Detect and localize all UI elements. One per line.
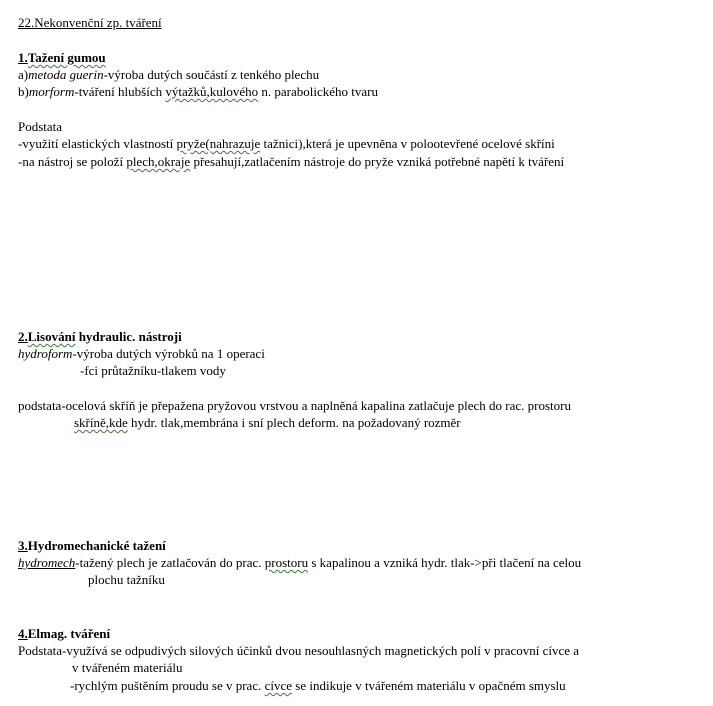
section-4-line-3-a: -rychlým puštěním proudu se v prac. [70, 678, 265, 693]
section-2-podstata-line-1: podstata-ocelová skříň je přepažena pryžovou vrstvou a naplněná kapalina zatlačuje plech do rac. prostoru [18, 398, 571, 413]
section-2-podstata-rest: hydr. tlak,membrána i sní plech deform. na požadovaný rozměr [127, 415, 461, 430]
section-4-line-3-b: se indikuje v tvářeném materiálu v opačném smyslu [292, 678, 566, 693]
podstata-1-squiggle: pryže(nahrazuje [176, 136, 261, 151]
item-b-text-a: -tváření hlubších [74, 84, 166, 99]
podstata-2-a: -na nástroj se položí [18, 154, 127, 169]
hydromech-term: hydromech [18, 555, 76, 570]
section-1-podstata-label: Podstata [18, 119, 63, 134]
hydroform-term: hydroform [18, 346, 73, 361]
section-2-podstata-squiggle: skříně,kde [74, 415, 128, 430]
section-4-heading [18, 625, 110, 642]
hydromech-text-a: -tažený plech je zatlačován do prac. [75, 555, 265, 570]
section-2-title-squiggle: Lisování [27, 329, 76, 344]
podstata-1-b: tažnici),která je upevněna v polootevřené ocelové skříni [260, 136, 555, 151]
podstata-2-squiggle: plech,okraje [126, 154, 191, 169]
section-2-hydroform-line [18, 345, 265, 362]
item-a-term: metoda guerin [28, 67, 104, 82]
section-4-line-1: Podstata-využívá se odpudivých silových účinků dvou nesouhlasných magnetických polí v pracovní cívce a [18, 643, 580, 658]
section-1-podstata-line-2 [18, 153, 564, 170]
section-4-line-3 [70, 677, 566, 694]
hydromech-text-b: s kapalinou a vzniká hydr. tlak->při tlačení na celou [308, 555, 582, 570]
section-1-number: 1. [18, 50, 28, 65]
section-1-heading [18, 49, 106, 66]
item-a-text: -výroba dutých součástí z tenkého plechu [103, 67, 320, 82]
section-1-podstata-line-1 [18, 135, 555, 152]
section-2-heading [18, 328, 182, 345]
section-4-title: Elmag. tváření [27, 626, 111, 641]
item-b-term: morform [28, 84, 75, 99]
section-3-title: Hydromechanické tažení [27, 538, 166, 553]
document-title: 22.Nekonvenční zp. tváření [18, 15, 162, 30]
section-3-heading [18, 537, 166, 554]
item-b-squiggle: výtažků,kulového [165, 84, 259, 99]
section-4-number: 4. [18, 626, 28, 641]
item-b-prefix: b) [18, 84, 29, 99]
hydromech-squiggle: prostoru [264, 555, 309, 570]
podstata-1-a: -využití elastických vlastností [18, 136, 177, 151]
section-1-item-a [18, 66, 319, 83]
section-3-hydromech-line [18, 554, 581, 571]
section-2-title-rest: hydraulic. nástroji [75, 329, 182, 344]
section-3-number: 3. [18, 538, 28, 553]
section-2-number: 2. [18, 329, 28, 344]
section-2-podstata-line-2 [74, 414, 461, 431]
section-3-continuation: plochu tažníku [88, 572, 165, 587]
item-a-prefix: a) [18, 67, 29, 82]
podstata-2-b: přesahují,zatlačením nástroje do pryže vzniká potřebné napětí k tváření [190, 154, 565, 169]
section-1-item-b [18, 83, 378, 100]
hydroform-text: -výroba dutých výrobků na 1 operaci [72, 346, 265, 361]
section-1-title: Tažení gumou [27, 50, 106, 65]
section-4-line-2: v tvářeném materiálu [72, 660, 183, 675]
section-4-line-3-squiggle: cívce [264, 678, 293, 693]
item-b-text-b: n. parabolického tvaru [258, 84, 378, 99]
section-2-sub-line: -fci průtažníku-tlakem vody [80, 363, 226, 378]
